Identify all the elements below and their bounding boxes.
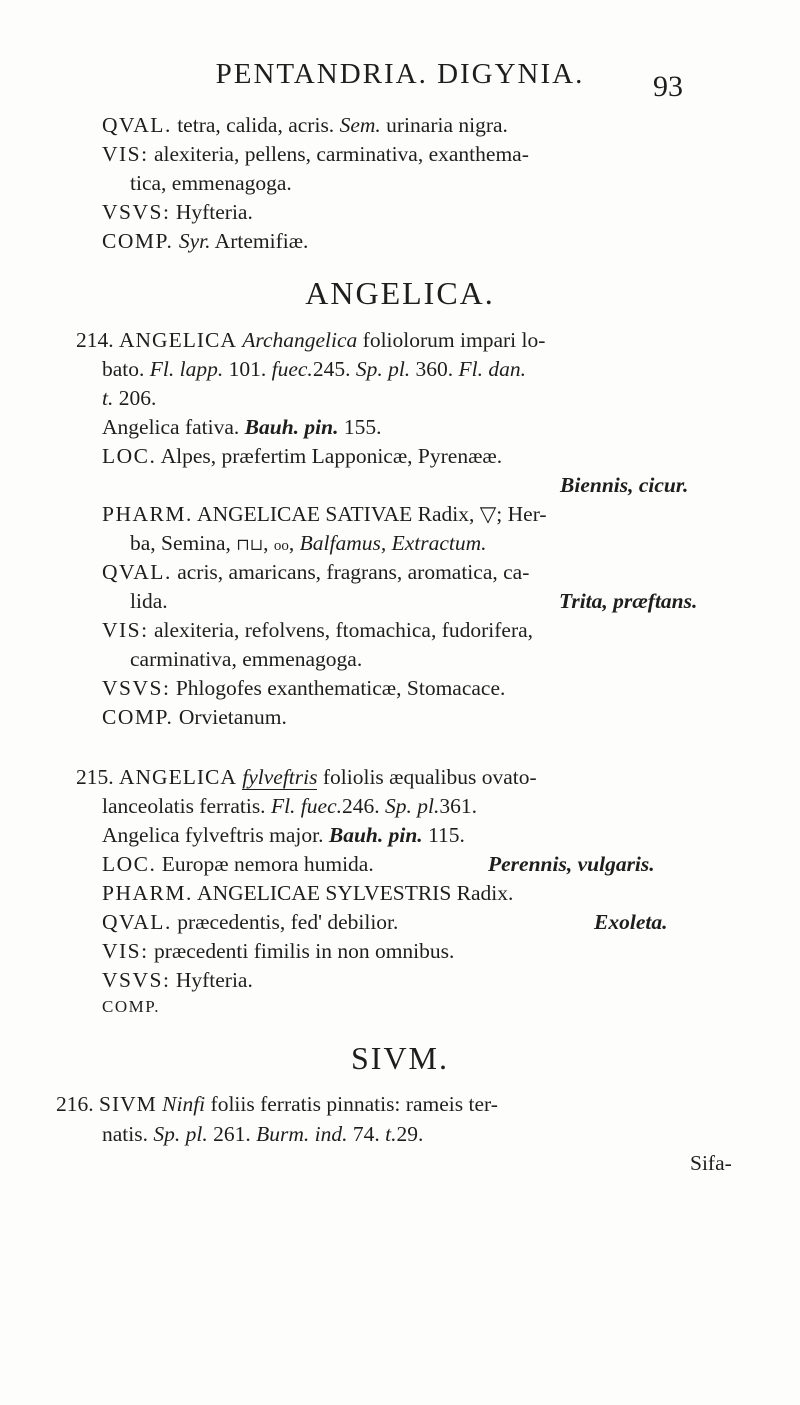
vis-label: VIS: xyxy=(102,142,149,166)
synonym-ref: Bauh. pin. xyxy=(328,823,423,847)
entry-214-qual-tail: Trita, præftans. xyxy=(559,589,698,613)
comp-label: COMP. xyxy=(102,997,161,1016)
synonym: Angelica fylveftris major. xyxy=(102,823,324,847)
entry-description-cont: lanceolatis ferratis. xyxy=(102,794,266,818)
ref-tab-num: 29. xyxy=(396,1122,424,1146)
pharm-label: PHARM. xyxy=(102,881,193,905)
pharm-text-cont: ba, Semina, xyxy=(130,531,231,555)
entry-214-line-1 xyxy=(76,328,545,353)
loc-text: Alpes, præfertim Lapponicæ, Pyrenææ. xyxy=(160,444,503,468)
qual-sem: Sem. xyxy=(339,113,381,137)
entry-216-line-1 xyxy=(56,1092,498,1117)
ref-species-plantarum: Sp. pl. xyxy=(153,1122,208,1146)
qual-text: præcedentis, fed' debilior. xyxy=(177,910,399,934)
entry-number: 216. xyxy=(56,1092,94,1116)
entry-genus: ANGELICA xyxy=(119,328,237,352)
usus-label: VSVS: xyxy=(102,676,171,700)
entry-number: 215. xyxy=(76,765,114,789)
usus-text: Hyfteria. xyxy=(175,200,253,224)
entry-214-pharm: PHARM. ANGELICAE SATIVAE Radix, ▽; Her- xyxy=(102,502,547,526)
entry-214-comp xyxy=(102,705,287,730)
loc-label: LOC. xyxy=(102,444,157,468)
entry-216-line-2 xyxy=(102,1122,423,1147)
ref-flora-suec: fuec. xyxy=(271,357,313,381)
vis-text: alexiteria, refolvens, ftomachica, fudorifera, xyxy=(154,618,534,642)
ref-flora-suec-num: 245. xyxy=(312,357,351,381)
vis-line xyxy=(102,142,529,167)
pharm-text: ANGELICAE SYLVESTRIS Radix. xyxy=(197,881,514,905)
usus-text: Phlogofes exanthematicæ, Stomacace. xyxy=(175,676,506,700)
qual-label: QVAL. xyxy=(102,113,172,137)
entry-214-vis xyxy=(102,618,533,643)
synonym-ref-num: 155. xyxy=(343,415,382,439)
vis-label: VIS: xyxy=(102,618,149,642)
entry-215-line-1 xyxy=(76,765,537,790)
entry-215-comp xyxy=(102,997,160,1017)
entry-description: foliolorum impari lo- xyxy=(362,328,546,352)
ref-flora-lapp-num: 101. xyxy=(228,357,267,381)
aqua-symbol-icon: oo xyxy=(273,538,289,554)
qual-text: tetra, calida, acris. xyxy=(177,113,335,137)
entry-214-usus xyxy=(102,676,505,701)
pharm-herba: Her- xyxy=(507,502,547,526)
entry-215-qual-tail: Exoleta. xyxy=(594,910,668,934)
ref-tab-num: 206. xyxy=(118,386,157,410)
catchword: Sifa- xyxy=(690,1151,732,1175)
entry-215-loc xyxy=(102,852,374,877)
entry-genus: ANGELICA xyxy=(119,765,237,789)
ref-species-plantarum-num: 261. xyxy=(213,1122,251,1146)
qual-sem-text: urinaria nigra. xyxy=(386,113,508,137)
ref-species-plantarum: Sp. pl. xyxy=(384,794,440,818)
synonym-ref-num: 115. xyxy=(428,823,465,847)
pharm-text: ANGELICAE SATIVAE Radix, xyxy=(197,502,475,526)
entry-epithet: Archangelica xyxy=(242,328,358,352)
entry-description-cont: bato. xyxy=(102,357,145,381)
entry-214-qual xyxy=(102,560,529,585)
loc-text: Europæ nemora humida. xyxy=(161,852,374,876)
entry-215-qual xyxy=(102,910,398,935)
ref-flora-dan: Fl. dan. xyxy=(458,357,527,381)
entry-215-synonym xyxy=(102,823,465,848)
synonym: Angelica fativa. xyxy=(102,415,240,439)
entry-number: 214. xyxy=(76,328,114,352)
ref-species-plantarum-num: 360. xyxy=(415,357,454,381)
entry-214-pharm-cont: ba, Semina, ⊓⊔, oo, Balfamus, Extractum. xyxy=(130,531,487,555)
entry-genus: SIVM xyxy=(99,1092,157,1116)
vis-text: præcedenti fimilis in non omnibus. xyxy=(154,939,455,963)
oleum-symbol-icon: ⊓⊔ xyxy=(236,537,264,554)
comp-line xyxy=(102,229,308,254)
entry-214-vis-cont: carminativa, emmenagoga. xyxy=(130,647,363,671)
running-head: PENTANDRIA. DIGYNIA. xyxy=(215,58,585,90)
comp-label: COMP. xyxy=(102,705,174,729)
ref-flora-lapp: Fl. lapp. xyxy=(149,357,224,381)
genus-heading-angelica: ANGELICA. xyxy=(305,275,495,311)
entry-description-cont: natis. xyxy=(102,1122,148,1146)
pharm-label: PHARM. xyxy=(102,502,193,526)
ref-tab: t. xyxy=(102,386,114,410)
entry-214-qual-cont: lida. xyxy=(130,589,168,613)
entry-215-duration: Perennis, vulgaris. xyxy=(488,852,655,876)
synonym-ref: Bauh. pin. xyxy=(244,415,339,439)
ref-burman-num: 74. xyxy=(352,1122,380,1146)
usus-label: VSVS: xyxy=(102,968,171,992)
entry-215-vis xyxy=(102,939,454,964)
entry-description: foliis ferratis pinnatis: rameis ter- xyxy=(210,1092,498,1116)
ref-species-plantarum: Sp. pl. xyxy=(355,357,411,381)
entry-214-line-3 xyxy=(102,386,156,411)
entry-214-duration: Biennis, cicur. xyxy=(560,473,689,497)
comp-label: COMP. xyxy=(102,229,174,253)
usus-line xyxy=(102,200,253,225)
ref-flora: Fl. xyxy=(270,794,296,818)
usus-text: Hyfteria. xyxy=(175,968,253,992)
vis-line-cont: tica, emmenagoga. xyxy=(130,171,292,195)
ref-flora-suec: fuec. xyxy=(300,794,342,818)
entry-214-synonym xyxy=(102,415,381,440)
qual-text: acris, amaricans, fragrans, aromatica, ca- xyxy=(177,560,530,584)
comp-text: Orvietanum. xyxy=(178,705,287,729)
qual-label: QVAL. xyxy=(102,560,172,584)
entry-215-pharm xyxy=(102,881,513,906)
comp-syr: Syr. xyxy=(178,229,211,253)
entry-epithet: Ninfi xyxy=(162,1092,206,1116)
usus-label: VSVS: xyxy=(102,200,171,224)
loc-label: LOC. xyxy=(102,852,157,876)
pharm-preparations: Balfamus, Extractum. xyxy=(299,531,487,555)
ref-species-plantarum-num: 361. xyxy=(439,794,477,818)
qual-line xyxy=(102,113,508,138)
entry-215-usus xyxy=(102,968,253,993)
radix-symbol-icon: ▽ xyxy=(479,502,497,526)
entry-215-line-2 xyxy=(102,794,477,819)
entry-description: foliolis æqualibus ovato- xyxy=(322,765,537,789)
entry-214-line-2 xyxy=(102,357,526,382)
vis-label: VIS: xyxy=(102,939,149,963)
page-number: 93 xyxy=(653,70,683,103)
entry-epithet: fylveftris xyxy=(242,765,318,789)
ref-tab: t. xyxy=(385,1122,397,1146)
ref-burman: Burm. ind. xyxy=(256,1122,348,1146)
ref-flora-suec-num: 246. xyxy=(341,794,380,818)
entry-214-loc xyxy=(102,444,502,469)
vis-text: alexiteria, pellens, carminativa, exanthema- xyxy=(154,142,529,166)
comp-text: Artemifiæ. xyxy=(214,229,309,253)
genus-heading-sium: SIVM. xyxy=(350,1040,449,1076)
qual-label: QVAL. xyxy=(102,910,172,934)
